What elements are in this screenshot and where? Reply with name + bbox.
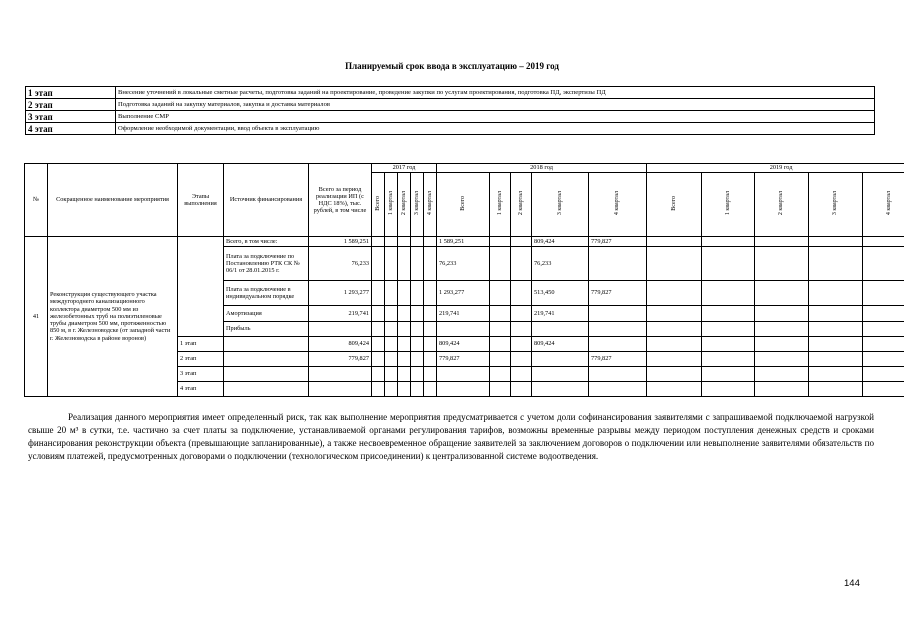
header-num: №	[25, 164, 48, 237]
page-title: Планируемый срок ввода в эксплуатацию – 2019 год	[345, 61, 559, 71]
stage-label: 2 этап	[178, 352, 224, 367]
stage-name: 2 этап	[26, 99, 116, 111]
source-cell: Всего, в том числе:	[224, 237, 309, 247]
header-row-years	[25, 164, 904, 173]
y2018-q4-cell: 779,827	[589, 352, 647, 367]
header-2017-total: Всего	[372, 173, 385, 237]
total-cell: 1 589,251	[309, 237, 372, 247]
header-2018-q1: 1 квартал	[490, 173, 511, 237]
y2018-total-cell: 779,827	[437, 352, 490, 367]
header-stages: Этапы выполнения	[178, 164, 224, 237]
stage-row	[26, 99, 875, 111]
stage-desc: Внесение уточнений в локальные сметные расчеты, подготовка заданий на проектирование, проведение закупки по услугам проектирования, подготовка ПД, экспертизы ПД	[116, 87, 875, 99]
row-number: 41	[25, 237, 48, 397]
total-cell: 779,827	[309, 352, 372, 367]
header-2018-total: Всего	[437, 173, 490, 237]
table-row	[25, 237, 904, 247]
stage-name: 1 этап	[26, 87, 116, 99]
y2018-q4-cell: 779,827	[589, 281, 647, 306]
header-2017: 2017 год	[372, 164, 437, 173]
stage-label: 4 этап	[178, 382, 224, 397]
total-cell: 809,424	[309, 337, 372, 352]
header-source: Источник финансирования	[224, 164, 309, 237]
header-2019-q4: 4 квартал	[863, 173, 904, 237]
stage-name: 3 этап	[26, 111, 116, 123]
y2018-q3-cell: 219,741	[532, 306, 589, 322]
stage-desc: Оформление необходимой документации, ввод объекта в эксплуатацию	[116, 123, 875, 135]
header-2017-q1: 1 квартал	[385, 173, 398, 237]
total-cell: 219,741	[309, 306, 372, 322]
schedule-table	[24, 163, 904, 397]
header-2019-total: Всего	[647, 173, 702, 237]
y2018-q3-cell: 809,424	[532, 337, 589, 352]
risk-paragraph: Реализация данного мероприятия имеет определенный риск, так как выполнение мероприятия предусматривается с учетом доли софинансирования заявителями с запрашиваемой подключаемой нагрузкой свыше 20 м³ в сутки, т.е. частично за счет платы за подключение, устанавливаемой органами регулирования тарифов, возможны временные разрывы между периодом поступления денежных средств и сроками финансирования реконструкции объекта (превышающие запланированные), а также несвоевременное обращение заявителей за заключением договоров о подключении или невыполнение заявителями обязательств по условиям платежей, предусмотренных договорами о подключении (технологическом присоединении) к централизованной системе водоотведения.	[28, 412, 874, 461]
stage-row	[26, 123, 875, 135]
stage-desc: Подготовка заданий на закупку материалов, закупка и доставка материалов	[116, 99, 875, 111]
total-cell: 1 293,277	[309, 281, 372, 306]
y2018-total-cell: 219,741	[437, 306, 490, 322]
header-2017-q4: 4 квартал	[424, 173, 437, 237]
header-2019-q1: 1 квартал	[702, 173, 755, 237]
header-2018: 2018 год	[437, 164, 647, 173]
y2018-q3-cell: 513,450	[532, 281, 589, 306]
stage-label: 1 этап	[178, 337, 224, 352]
y2018-total-cell: 809,424	[437, 337, 490, 352]
source-cell: Плата за подключение в индивидуальном порядке	[224, 281, 309, 306]
source-cell: Плата за подключение по Постановлению РТК СК № 06/1 от 28.01.2015 г.	[224, 247, 309, 281]
y2018-q3-cell: 76,233	[532, 247, 589, 281]
y2018-total-cell: 1 293,277	[437, 281, 490, 306]
y2018-q3-cell: 809,424	[532, 237, 589, 247]
header-2019-q2: 2 квартал	[755, 173, 809, 237]
stage-row	[26, 87, 875, 99]
header-2019-q3: 3 квартал	[809, 173, 863, 237]
header-2018-q2: 2 квартал	[511, 173, 532, 237]
page-number: 144	[844, 578, 860, 589]
y2018-total-cell: 76,233	[437, 247, 490, 281]
header-2018-q4: 4 квартал	[589, 173, 647, 237]
y2018-total-cell: 1 589,251	[437, 237, 490, 247]
stage-name: 4 этап	[26, 123, 116, 135]
stage-desc: Выполнение СМР	[116, 111, 875, 123]
header-2018-q3: 3 квартал	[532, 173, 589, 237]
header-2019: 2019 год	[647, 164, 904, 173]
header-2017-q2: 2 квартал	[398, 173, 411, 237]
source-cell: Амортизация	[224, 306, 309, 322]
header-2017-q3: 3 квартал	[411, 173, 424, 237]
header-name: Сокращенное наименование мероприятия	[48, 164, 178, 237]
stage-label: 3 этап	[178, 367, 224, 382]
activity-name: Реконструкция существующего участка междугороднего канализационного коллектора диаметром 500 мм из железобетонных труб на полиэтиленовые трубы диаметром 500 мм, протяженностью 850 м, в г. Железноводске (от западной части г. Железноводска в районе воронов)	[48, 237, 178, 397]
source-cell: Прибыль	[224, 322, 309, 337]
header-total: Всего за период реализации ИП (с НДС 18%), тыс. рублей, в том числе	[309, 164, 372, 237]
stages-table	[25, 86, 875, 135]
y2018-q4-cell: 779,827	[589, 237, 647, 247]
stage-row	[26, 111, 875, 123]
total-cell: 76,233	[309, 247, 372, 281]
